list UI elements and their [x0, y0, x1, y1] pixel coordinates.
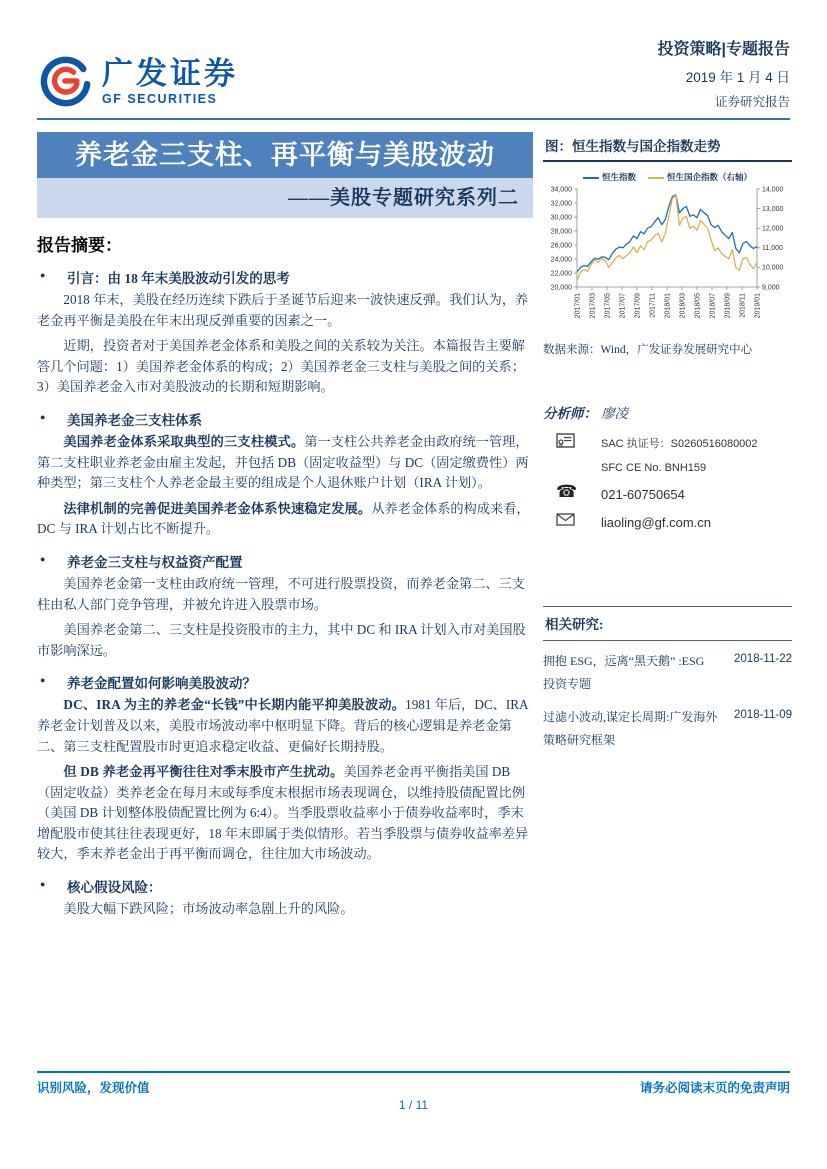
svg-text:24,000: 24,000 [550, 256, 572, 264]
svg-text:2018/03: 2018/03 [679, 293, 687, 319]
report-date: 2019 年 1 月 4 日 [685, 70, 790, 85]
analyst-email: liaoling@gf.com.cn [601, 515, 712, 530]
certificate-icon [543, 433, 601, 454]
svg-text:9,000: 9,000 [762, 284, 780, 292]
svg-text:2019/01: 2019/01 [754, 293, 762, 319]
svg-text:2017/09: 2017/09 [634, 293, 642, 319]
email-icon [543, 513, 601, 531]
svg-text:2017/11: 2017/11 [649, 293, 657, 318]
svg-text:13,000: 13,000 [762, 205, 784, 213]
related-research-item: 过滤小波动,谋定长周期:广发海外策略研究框架 2018-11-09 [543, 708, 792, 748]
bullet-icon: ● [40, 675, 46, 686]
svg-text:34,000: 34,000 [550, 186, 572, 194]
report-category: 投资策略|专题报告 [657, 41, 790, 58]
summary-paragraph: 美国养老金第二、三支柱是投资股市的主力，其中 DC 和 IRA 计划入市对美国股市影响深远。 [37, 622, 526, 658]
chart-legend [543, 171, 792, 183]
svg-text:2018/07: 2018/07 [709, 293, 717, 319]
related-research-block [543, 606, 792, 753]
report-subtitle: ——美股专题研究系列二 [37, 178, 533, 218]
summary-section-heading: ● 美国养老金三支柱体系 [37, 409, 533, 429]
svg-text:20,000: 20,000 [550, 284, 572, 292]
bullet-icon: ● [40, 879, 46, 890]
chart-title: 图：恒生指数与国企指数走势 [543, 132, 792, 162]
footer-slogan: 识别风险，发现价值 [37, 1081, 150, 1095]
bullet-icon: ● [40, 411, 46, 422]
summary-paragraph: 法律机制的完善促进美国养老金体系快速稳定发展。从养老金体系的构成来看，DC 与 IRA 计划占比不断提升。 [37, 500, 530, 537]
svg-text:2018/11: 2018/11 [739, 293, 747, 318]
report-title: 养老金三支柱、再平衡与美股波动 [37, 132, 533, 178]
svg-text:10,000: 10,000 [762, 264, 784, 272]
svg-text:2017/03: 2017/03 [589, 293, 597, 319]
summary-section-heading: ● 核心假设风险： [37, 876, 533, 896]
svg-text:14,000: 14,000 [762, 186, 784, 194]
gf-securities-logo [40, 56, 238, 108]
header-divider [37, 118, 790, 120]
summary-paragraph: 美国养老金体系采取典型的三支柱模式。第一支柱公共养老金由政府统一管理，第二支柱职业养老金由雇主发起，并包括 DB（固定收益型）与 DC（固定缴费性）两种类型；第三支柱个人养老金最主要的组成是个人退休账户计划（IRA 计划）。 [37, 433, 529, 491]
legend-item: 恒生指数 [583, 171, 636, 183]
svg-text:2018/01: 2018/01 [664, 293, 672, 319]
analyst-phone: 021-60750654 [601, 487, 685, 502]
chart-source: 数据来源：Wind，广发证券发展研究中心 [543, 344, 753, 356]
bullet-icon: ● [40, 270, 46, 280]
analyst-sac: SAC 执证号：S0260516080002 [601, 438, 758, 450]
bullet-icon: ● [40, 553, 46, 564]
svg-text:30,000: 30,000 [550, 214, 572, 222]
svg-text:28,000: 28,000 [550, 228, 572, 236]
report-summary [37, 231, 533, 925]
gf-logo-icon [40, 56, 92, 108]
legend-swatch [583, 177, 599, 179]
related-research-list [543, 641, 792, 753]
summary-paragraph: 2018 年末，美股在经历连续下跌后于圣诞节后迎来一波快速反弹。我们认为，养老金再平衡是美股在年末出现反弹重要的因素之一。 [37, 292, 529, 328]
report-doc-type: 证券研究报告 [714, 95, 790, 109]
logo-cn-text: 广发证券 [102, 56, 238, 91]
summary-sections [37, 267, 533, 920]
footer-divider [37, 1071, 790, 1073]
header-meta [658, 36, 790, 110]
svg-text:12,000: 12,000 [762, 225, 784, 233]
legend-item: 恒生国企指数（右轴） [648, 171, 752, 183]
logo-en-text: GF SECURITIES [102, 92, 218, 106]
related-research-heading: 相关研究: [543, 607, 792, 641]
analyst-name: 廖凌 [601, 406, 628, 421]
summary-section-heading: ● 养老金三支柱与权益资产配置 [37, 551, 533, 571]
summary-paragraph: 美国养老金第一支柱由政府统一管理，不可进行股票投资，而养老金第二、三支柱由私人部门竞争管理，并被允许进入股票市场。 [37, 575, 525, 612]
summary-heading: 报告摘要： [37, 236, 122, 255]
chart-canvas [543, 183, 792, 333]
page-number: 1 / 11 [398, 1098, 429, 1112]
analyst-block [543, 402, 792, 542]
svg-text:22,000: 22,000 [550, 270, 572, 278]
svg-text:2017/07: 2017/07 [619, 293, 627, 319]
summary-section-heading: ● 养老金配置如何影响美股波动？ [37, 672, 533, 692]
analyst-label: 分析师： [543, 406, 597, 421]
phone-icon: ☎ [556, 482, 578, 501]
svg-text:2017/01: 2017/01 [574, 293, 582, 319]
summary-section-heading: ● 引言：由 18 年末美股波动引发的思考 [37, 267, 533, 287]
summary-paragraph: DC、IRA 为主的养老金“长钱”中长期内能平抑美股波动。1981 年后，DC、IRA 养老金计划普及以来，美股市场波动率中枢明显下降。背后的核心逻辑是养老金第二、第三支柱配置股市时更追求稳定收益、更偏好长期持股。 [37, 697, 528, 754]
svg-text:2018/05: 2018/05 [694, 293, 702, 319]
summary-paragraph: 但 DB 养老金再平衡往往对季末股市产生扰动。美国养老金再平衡指美国 DB（固定收益）类养老金在每月末或每季度末根据市场表现调仓，以维持股债配置比例（美国 DB 计划整体股债配置比例为 6:4）。当季股票收益率小于债券收益率时，季末增配股市使其往往表现更好，18 年末即属于类似情形。若当季股票与债券收益率差异较大，季末养老金出于再平衡而调仓，往往加大市场波动。 [37, 764, 529, 862]
legend-swatch [648, 177, 664, 179]
summary-paragraph: 近期，投资者对于美国养老金体系和美股之间的关系较为关注。本篇报告主要解答几个问题：1）美国养老金体系的构成；2）美国养老金三支柱与美股之间的关系；3）美国养老金入市对美股波动的长期和短期影响。 [37, 338, 525, 395]
analyst-sfc: SFC CE No. BNH159 [601, 462, 707, 474]
svg-text:32,000: 32,000 [550, 200, 572, 208]
footer-disclaimer-note: 请务必阅读末页的免责声明 [639, 1081, 790, 1095]
sidebar-column [543, 132, 792, 748]
summary-paragraph: 美股大幅下跌风险；市场波动率急剧上升的风险。 [63, 901, 354, 917]
related-research-item: 拥抱 ESG，远离“黑天鹅” :ESG 投资专题 2018-11-22 [543, 653, 792, 692]
svg-text:11,000: 11,000 [762, 245, 783, 253]
svg-text:2017/05: 2017/05 [604, 293, 612, 319]
svg-text:26,000: 26,000 [550, 242, 572, 250]
svg-text:2018/09: 2018/09 [724, 293, 732, 319]
hsi-chart-block [543, 132, 792, 357]
